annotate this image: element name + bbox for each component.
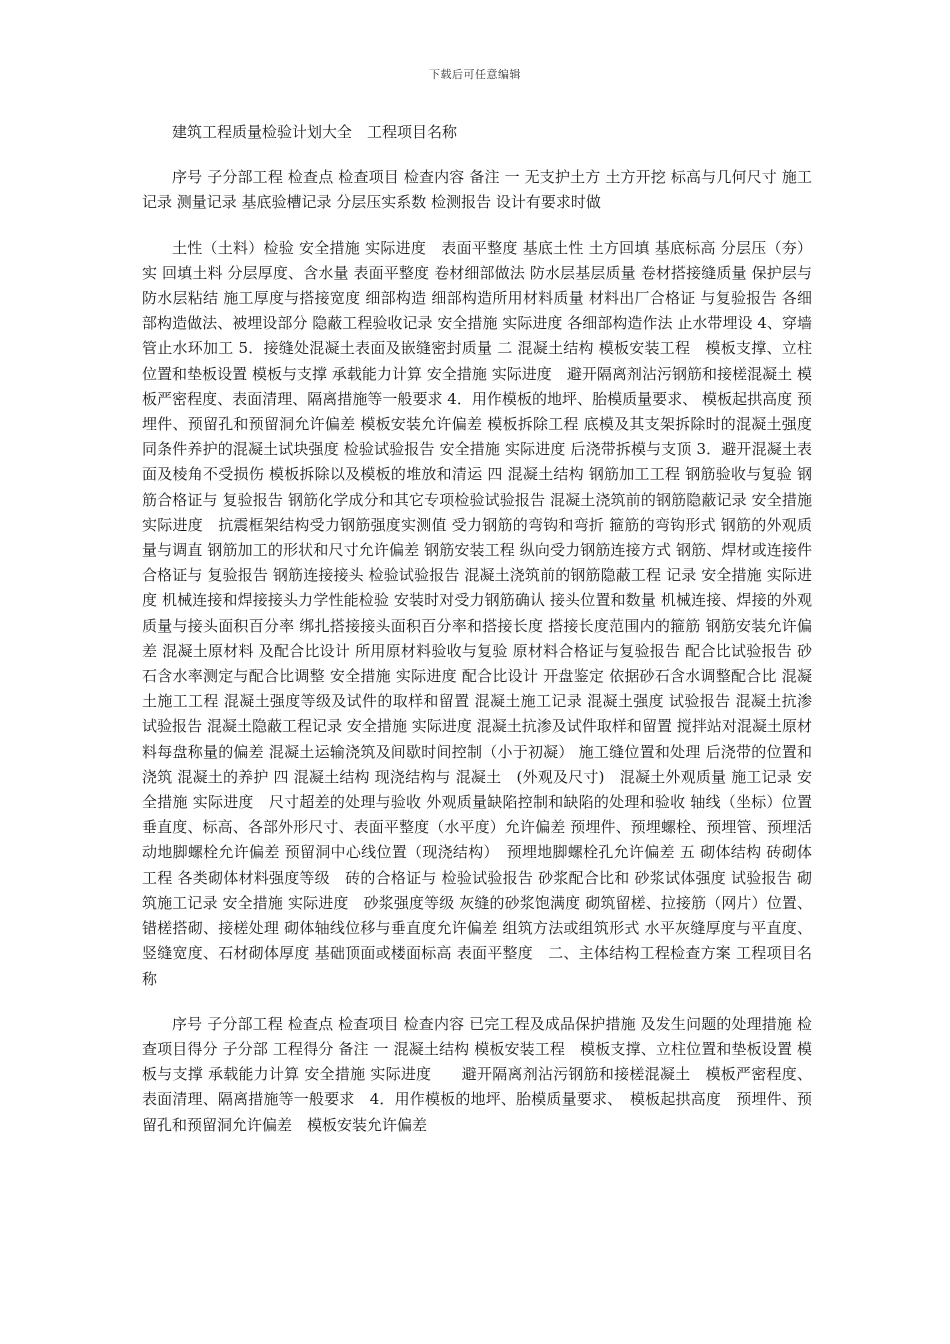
paragraph-3: 序号 子分部工程 检查点 检查项目 检查内容 已完工程及成品保护措施 及发生问题的处理措施 检查项目得分 子分部 工程得分 备注 一 混凝土结构 模板安装工程 模板支撑、立柱位置和垫板设置 模板与支撑 承载能力计算 安全措施 实际进度 避开隔离剂沾污钢筋和接槎混凝土 模板严密程度、表面清理、隔离措施等一般要求 4．用作模板的地坪、胎模质量要求、 模板起拱高度 预埋件、预留孔和预留洞允许偏差 模板安装允许偏差 xyxy=(142,1014,812,1134)
download-note: 下载后可任意编辑 xyxy=(429,68,521,81)
paragraph-2: 土性（土料）检验 安全措施 实际进度 表面平整度 基底土性 土方回填 基底标高 分层压（夯）实 回填土料 分层厚度、含水量 表面平整度 卷材细部做法 防水层基层质量 卷材搭接缝质量 保护层与防水层粘结 施工厚度与搭接宽度 细部构造 细部构造所用材料质量 材料出厂合格证 与复验报告 各细部构造做法、被埋设部分 隐蔽工程验收记录 安全措施 实际进度 各细部构造作法 止水带埋设 4、穿墙管止水环加工 5．接缝处混凝土表面及嵌缝密封质量 二 混凝土结构 模板安装工程 模板支撑、立柱位置和垫板设置 模板与支撑 承载能力计算 安全措施 实际进度 避开隔离剂沾污钢筋和接槎混凝土 模板严密程度、表面清理、隔离措施等一般要求 4．用作模板的地坪、胎模质量要求、 模板起拱高度 预埋件、预留孔和预留洞允许偏差 模板安装允许偏差 模板拆除工程 底模及其支架拆除时的混凝土强度 同条件养护的混凝土试块强度 检验试验报告 安全措施 实际进度 后浇带拆模与支顶 3．避开混凝土表面及棱角不受损伤 模板拆除以及模板的堆放和清运 四 混凝土结构 钢筋加工工程 钢筋验收与复验 钢筋合格证与 复验报告 钢筋化学成分和其它专项检验试验报告 混凝土浇筑前的钢筋隐蔽记录 安全措施 实际进度 抗震框架结构受力钢筋强度实测值 受力钢筋的弯钩和弯折 箍筋的弯钩形式 钢筋的外观质量与调直 钢筋加工的形状和尺寸允许偏差 钢筋安装工程 纵向受力钢筋连接方式 钢筋、焊材或连接件合格证与 复验报告 钢筋连接接头 检验试验报告 混凝土浇筑前的钢筋隐蔽工程 记录 安全措施 实际进度 机械连接和焊接接头力学性能检验 安装时对受力钢筋确认 接头位置和数量 机械连接、焊接的外观质量与接头面积百分率 绑扎搭接接头面积百分率和搭接长度 搭接长度范围内的箍筋 钢筋安装允许偏差 混凝土原材料 及配合比设计 所用原材料验收与复验 原材料合格证与复验报告 配合比试验报告 砂石含水率测定与配合比调整 安全措施 实际进度 配合比设计 开盘鉴定 依据砂石含水调整配合比 混凝土施工工程 混凝土强度等级及试件的取样和留置 混凝土施工记录 混凝土强度 试验报告 混凝土抗渗 试验报告 混凝土隐蔽工程记录 安全措施 实际进度 混凝土抗渗及试件取样和留置 搅拌站对混凝土原材料每盘称量的偏差 混凝土运输浇筑及间歇时间控制（小于初凝） 施工缝位置和处理 后浇带的位置和浇筑 混凝土的养护 四 混凝土结构 现浇结构与 混凝土 (外观及尺寸) 混凝土外观质量 施工记录 安全措施 实际进度 尺寸超差的处理与验收 外观质量缺陷控制和缺陷的处理和验收 轴线（坐标）位置 垂直度、标高、各部外形尺寸、表面平整度（水平度）允许偏差 预埋件、预埋螺栓、预埋管、预埋活动地脚螺栓允许偏差 预留洞中心线位置（现浇结构） 预埋地脚螺栓孔允许偏差 五 砌体结构 砖砌体工程 各类砌体材料强度等级 砖的合格证与 检验试验报告 砂浆配合比和 砂浆试体强度 试验报告 砌筑施工记录 安全措施 实际进度 砂浆强度等级 灰缝的砂浆饱满度 砌筑留槎、拉接筋（网片）位置、错槎搭砌、接槎处理 砌体轴线位移与垂直度允许偏差 组筑方法或组筑形式 水平灰缝厚度与平直度、竖缝宽度、石材砌体厚度 基础顶面或楼面标高 表面平整度 二、主体结构工程检查方案 工程项目名称 xyxy=(142,238,812,988)
document-title: 建筑工程质量检验计划大全 工程项目名称 xyxy=(172,123,458,141)
document-body xyxy=(142,120,812,1138)
paragraph-1: 序号 子分部工程 检查点 检查项目 检查内容 备注 一 无支护土方 土方开挖 标高与几何尺寸 施工记录 测量记录 基底验槽记录 分层压实系数 检测报告 设计有要求时做 xyxy=(142,168,812,212)
